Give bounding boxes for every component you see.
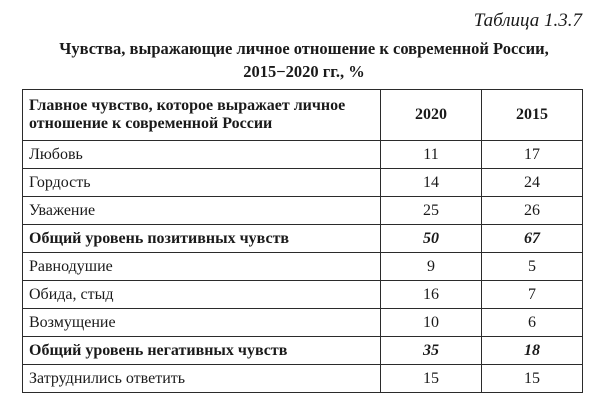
value-2020: 35 [381,337,482,365]
title-line-1: Чувства, выражающие личное отношение к современной России, [59,39,549,58]
row-label: Равнодушие [23,253,381,281]
value-2020: 16 [381,281,482,309]
value-2015: 7 [482,281,583,309]
row-label: Затруднились ответить [23,365,381,393]
table-row [23,169,583,197]
table-row-summary [23,225,583,253]
table-row-summary [23,337,583,365]
value-2015: 67 [482,225,583,253]
table-row [23,141,583,169]
table-row [23,365,583,393]
title-line-2: 2015−2020 гг., % [243,62,365,81]
value-2020: 9 [381,253,482,281]
value-2020: 25 [381,197,482,225]
value-2015: 18 [482,337,583,365]
row-label: Гордость [23,169,381,197]
header-2020: 2020 [381,90,482,141]
row-label: Уважение [23,197,381,225]
value-2015: 24 [482,169,583,197]
row-label: Общий уровень позитивных чувств [23,225,381,253]
header-2015: 2015 [482,90,583,141]
header-feeling: Главное чувство, которое выражает личное отношение к современной России [23,90,381,141]
value-2015: 15 [482,365,583,393]
table-number: Таблица 1.3.7 [473,10,582,31]
value-2015: 5 [482,253,583,281]
value-2020: 11 [381,141,482,169]
row-label: Возмущение [23,309,381,337]
row-label: Общий уровень негативных чувств [23,337,381,365]
value-2020: 10 [381,309,482,337]
feelings-table [22,89,583,393]
table-row [23,281,583,309]
header-row [23,90,583,141]
table-title [0,37,608,83]
value-2015: 26 [482,197,583,225]
row-label: Любовь [23,141,381,169]
table-row [23,309,583,337]
value-2020: 15 [381,365,482,393]
value-2020: 50 [381,225,482,253]
value-2015: 17 [482,141,583,169]
value-2015: 6 [482,309,583,337]
value-2020: 14 [381,169,482,197]
table-row [23,253,583,281]
table-row [23,197,583,225]
row-label: Обида, стыд [23,281,381,309]
